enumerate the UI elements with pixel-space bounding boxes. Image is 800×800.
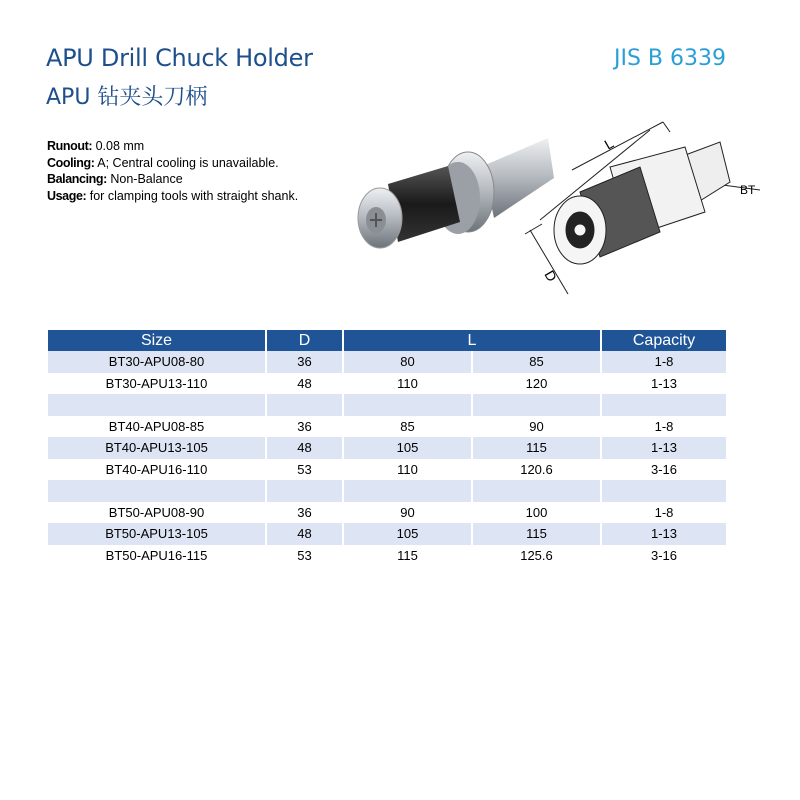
table-row (48, 373, 726, 395)
table-cell: 105 (343, 523, 472, 545)
table-cell (472, 394, 601, 416)
table-cell: 53 (266, 459, 343, 481)
table-cell: 48 (266, 437, 343, 459)
table-cell: BT40-APU08-85 (48, 416, 266, 438)
spec-label: Balancing: (47, 172, 107, 186)
table-cell: 110 (343, 373, 472, 395)
table-cell: BT30-APU08-80 (48, 351, 266, 373)
table-row (48, 480, 726, 502)
page-title-chinese: APU 钻夹头刀柄 (46, 85, 208, 110)
table-cell (472, 480, 601, 502)
table-cell: 3-16 (601, 545, 726, 567)
table-header-row (48, 330, 726, 351)
table-cell: 110 (343, 459, 472, 481)
spec-value: A; Central cooling is unavailable. (94, 155, 279, 170)
table-cell: 1-13 (601, 373, 726, 395)
table-cell (266, 394, 343, 416)
header-d: D (266, 330, 343, 351)
table-cell: 115 (472, 523, 601, 545)
table-cell: 115 (343, 545, 472, 567)
table-cell: 100 (472, 502, 601, 524)
spec-value: Non-Balance (106, 172, 183, 186)
spec-runout (47, 138, 307, 155)
page-title: APU Drill Chuck Holder (46, 44, 313, 72)
table-cell: 36 (266, 502, 343, 524)
table-row (48, 416, 726, 438)
table-cell (343, 480, 472, 502)
table-cell: BT40-APU13-105 (48, 437, 266, 459)
table-cell: 1-13 (601, 437, 726, 459)
spec-label: Usage: (47, 188, 87, 203)
table-cell (601, 480, 726, 502)
spec-value: 0.08 mm (92, 139, 145, 153)
spec-table (48, 330, 726, 566)
spec-usage (47, 188, 307, 205)
spec-list (47, 138, 307, 204)
standard-label: JIS B 6339 (614, 46, 727, 71)
table-cell (266, 480, 343, 502)
table-cell: 48 (266, 523, 343, 545)
table-row (48, 545, 726, 567)
table-row (48, 394, 726, 416)
table-row (48, 523, 726, 545)
table-cell: 1-8 (601, 351, 726, 373)
table-cell: 90 (472, 416, 601, 438)
table-cell: 105 (343, 437, 472, 459)
drawing-label-bt: BT (740, 183, 756, 197)
spec-cooling (47, 155, 307, 172)
table-cell: 36 (266, 416, 343, 438)
table-row (48, 437, 726, 459)
header-size: Size (48, 330, 266, 351)
table-cell: BT30-APU13-110 (48, 373, 266, 395)
table-cell: 125.6 (472, 545, 601, 567)
table-row (48, 459, 726, 481)
table-cell: 1-8 (601, 416, 726, 438)
table-cell: 1-8 (601, 502, 726, 524)
drawing-label-d: D (541, 267, 561, 285)
drawing-label-l: L (601, 134, 617, 153)
table-cell: BT50-APU08-90 (48, 502, 266, 524)
table-cell: 115 (472, 437, 601, 459)
table-cell: 120.6 (472, 459, 601, 481)
table-cell (601, 394, 726, 416)
table-cell: BT40-APU16-110 (48, 459, 266, 481)
table-cell: BT50-APU16-115 (48, 545, 266, 567)
table-cell: BT50-APU13-105 (48, 523, 266, 545)
table-row (48, 502, 726, 524)
table-cell (48, 394, 266, 416)
spec-balancing (47, 171, 307, 188)
table-cell (343, 394, 472, 416)
table-cell: 85 (343, 416, 472, 438)
table-row (48, 351, 726, 373)
dimension-drawing (520, 112, 770, 302)
table-cell: 85 (472, 351, 601, 373)
table-cell: 1-13 (601, 523, 726, 545)
table-cell: 36 (266, 351, 343, 373)
header-l: L (343, 330, 601, 351)
table-cell: 120 (472, 373, 601, 395)
table-cell: 90 (343, 502, 472, 524)
table-cell: 48 (266, 373, 343, 395)
spec-value: for clamping tools with straight shank. (86, 188, 299, 203)
table-cell: 80 (343, 351, 472, 373)
spec-label: Runout: (47, 139, 93, 153)
table-cell (48, 480, 266, 502)
table-cell: 53 (266, 545, 343, 567)
spec-label: Cooling: (47, 155, 95, 170)
header-capacity: Capacity (601, 330, 726, 351)
table-cell: 3-16 (601, 459, 726, 481)
